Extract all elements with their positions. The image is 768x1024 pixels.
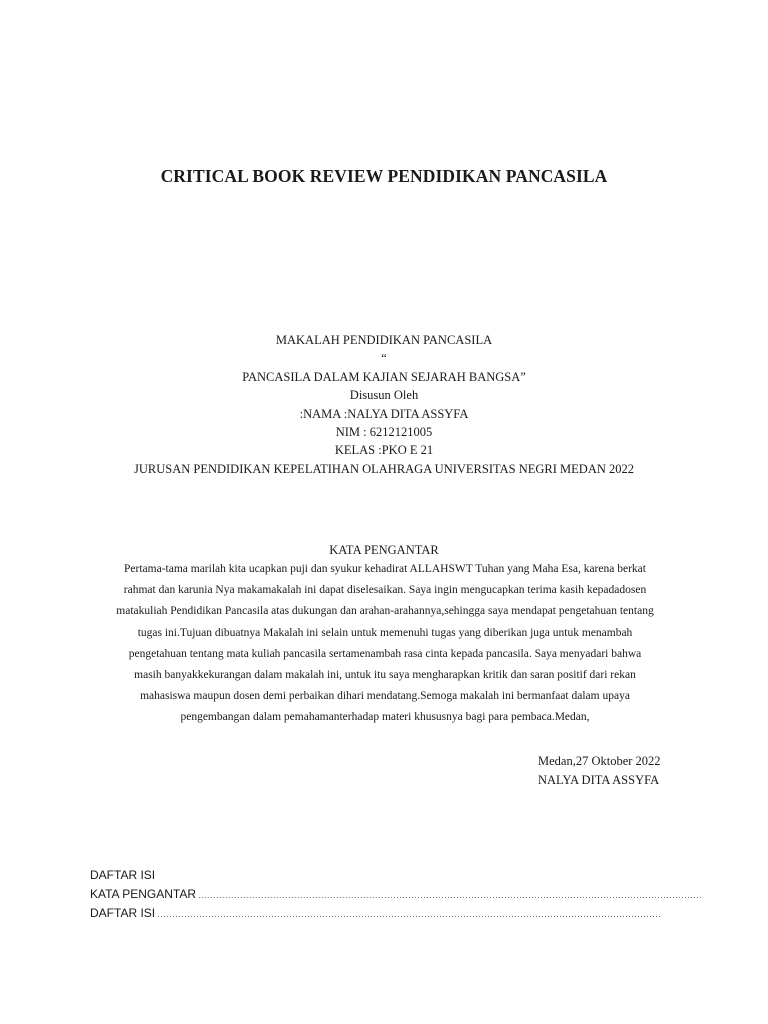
paragraph-line: Pertama-tama marilah kita ucapkan puji dan syukur kehadirat ALLAHSWT Tuhan yang Maha Esa, karena berkat [124,563,646,575]
toc-entry-label: DAFTAR ISI [90,906,156,921]
paragraph-line: masih banyakkekurangan dalam makalah ini, untuk itu saya mengharapkan kritik dan saran positif dari rekan [134,669,636,682]
cover-block [0,331,768,478]
paragraph-line: mahasiswa maupun dosen demi perbaikan dihari mendatang.Semoga makalah ini bermanfaat dalam upaya [140,690,630,703]
signature-block [538,752,661,789]
cover-line: Disusun Oleh [349,388,419,403]
cover-line: “ [381,351,387,366]
cover-line: KELAS :PKO E 21 [334,443,434,458]
signature-place-date: Medan,27 Oktober 2022 [538,754,661,768]
cover-line: PANCASILA DALAM KAJIAN SEJARAH BANGSA” [242,369,526,384]
toc-leader-dots: ........................................................................................................................................................................ [157,909,662,920]
cover-line: MAKALAH PENDIDIKAN PANCASILA [275,333,493,347]
paragraph-line: rahmat dan karunia Nya makamakalah ini dapat diselesaikan. Saya ingin mengucapkan terima kasih kepadadosen [123,584,647,597]
signature-name: NALYA DITA ASSYFA [538,772,660,787]
kata-pengantar-heading: KATA PENGANTAR [329,543,439,557]
kata-pengantar-paragraph [88,559,682,729]
toc-heading-label: DAFTAR ISI [90,868,156,882]
toc-entry [90,885,703,905]
toc-entry [90,904,662,924]
table-of-contents [90,866,703,924]
toc-leader-dots: ........................................................................................................................................................................ [198,889,703,900]
cover-line: :NAMA :NALYA DITA ASSYFA [299,406,469,421]
cover-line: JURUSAN PENDIDIKAN KEPELATIHAN OLAHRAGA UNIVERSITAS NEGRI MEDAN 2022 [133,461,635,476]
paragraph-line: pengetahuan tentang mata kuliah pancasila sertamenambah rasa cinta kepada pancasila. Saya menyadari bahwa [128,647,642,660]
toc-heading [90,866,540,885]
paragraph-line: matakuliah Pendidikan Pancasila atas dukungan dan arahan-arahannya,sehingga saya mendapat pengetahuan tentang [116,605,654,618]
page-title: CRITICAL BOOK REVIEW PENDIDIKAN PANCASILA [160,166,608,186]
toc-entry-label: KATA PENGANTAR [90,886,197,901]
paragraph-line: tugas ini.Tujuan dibuatnya Makalah ini selain untuk memenuhi tugas yang diberikan juga untuk menambah [137,626,633,639]
paragraph-line: pengembangan dalam pemahamanterhadap materi khususnya bagi para pembaca.Medan, [180,711,590,724]
cover-line: NIM : 6212121005 [335,425,433,440]
